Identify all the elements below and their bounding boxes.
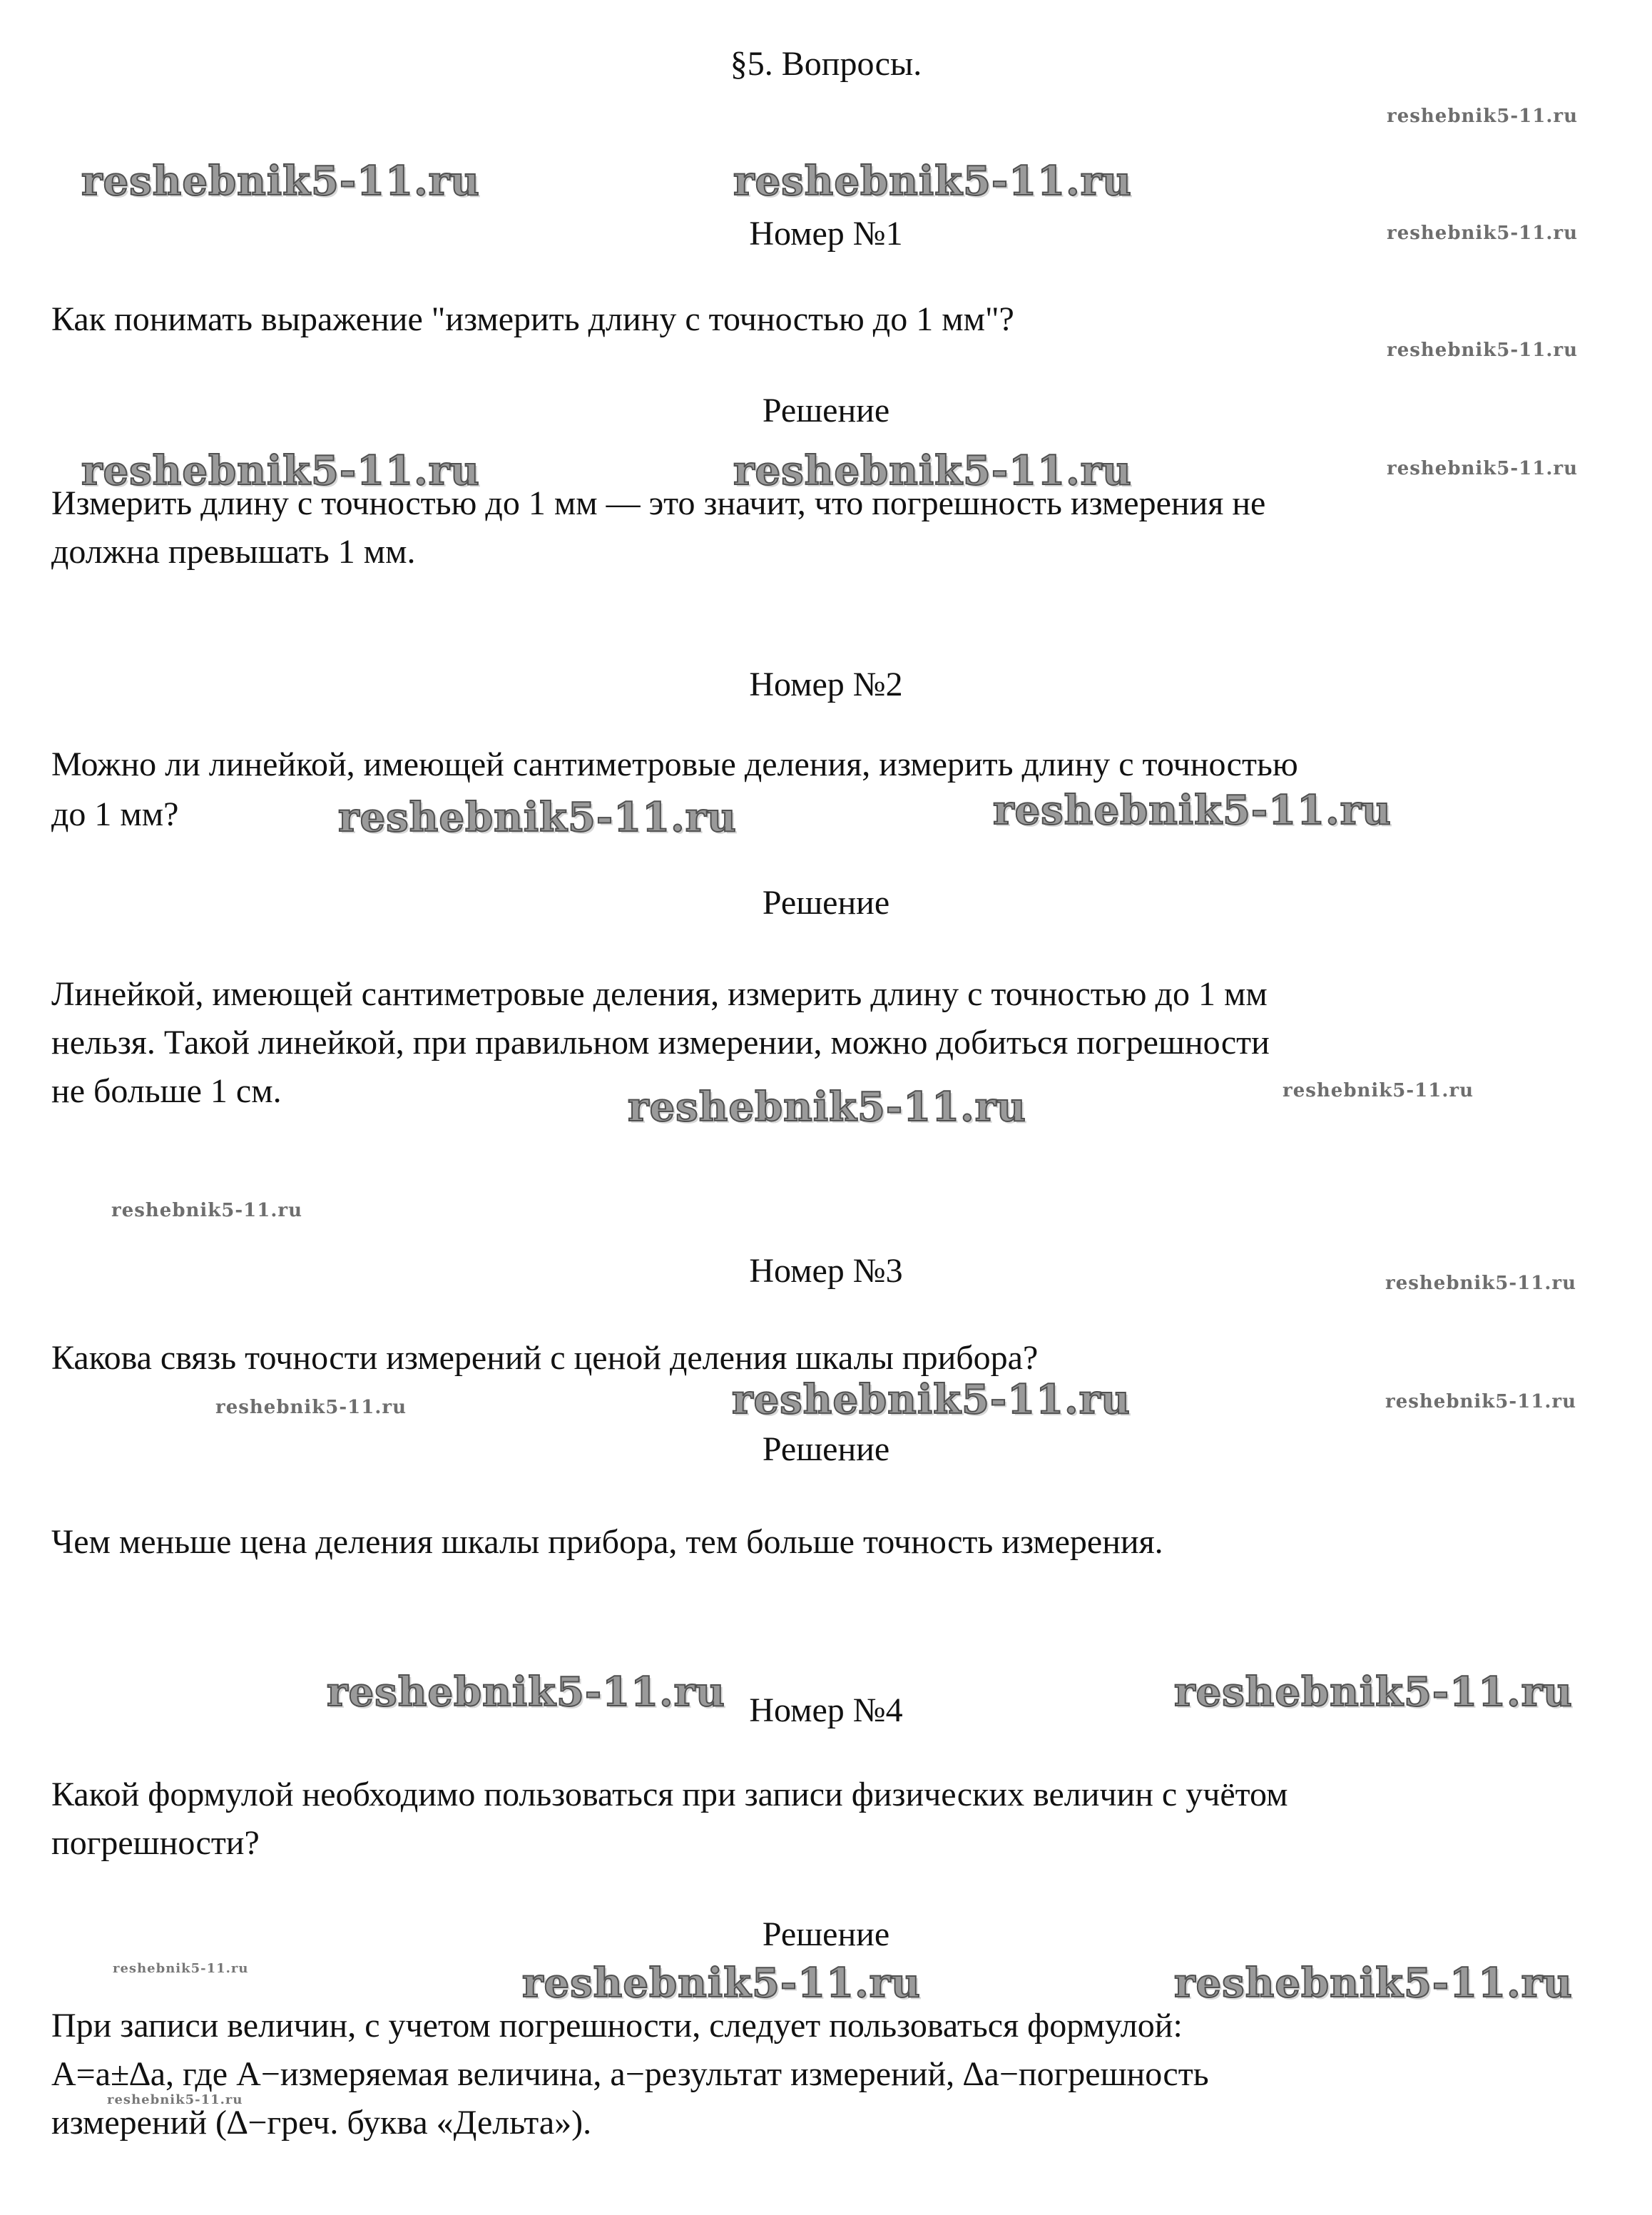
watermark-large: reshebnik5-11.ru [733, 447, 1132, 494]
question-4-answer-line: измерений (∆−греч. буква «Дельта»). [51, 2104, 592, 2142]
watermark-small: reshebnik5-11.ru [1387, 106, 1579, 127]
question-4-text-line: Какой формулой необходимо пользоваться при записи физических величин с учётом [51, 1776, 1288, 1813]
question-2-answer-line: не больше 1 см. [51, 1072, 282, 1110]
question-3-answer-line: Чем меньше цена деления шкалы прибора, тем больше точность измерения. [51, 1523, 1163, 1561]
question-4-heading: Номер №4 [749, 1691, 903, 1729]
question-4-text-line: погрешности? [51, 1824, 260, 1862]
question-4-answer-line: При записи величин, с учетом погрешности, следует пользоваться формулой: [51, 2007, 1183, 2045]
page-title: §5. Вопросы. [730, 45, 922, 83]
question-2-text-line: до 1 мм? [51, 795, 179, 833]
watermark-tiny: reshebnik5-11.ru [107, 2092, 243, 2107]
watermark-small: reshebnik5-11.ru [1385, 1391, 1577, 1412]
watermark-small: reshebnik5-11.ru [1387, 223, 1579, 244]
question-1-answer-line: Измерить длину с точностью до 1 мм — это значит, что погрешность измерения не [51, 484, 1266, 522]
question-2-solution-label: Решение [762, 884, 890, 922]
watermark-large: reshebnik5-11.ru [327, 1669, 725, 1716]
watermark-small: reshebnik5-11.ru [1283, 1080, 1474, 1101]
question-4-solution-label: Решение [762, 1915, 890, 1953]
question-1-solution-label: Решение [762, 392, 890, 429]
watermark-large: reshebnik5-11.ru [993, 787, 1392, 834]
watermark-large: reshebnik5-11.ru [81, 447, 480, 494]
watermark-small: reshebnik5-11.ru [1387, 458, 1579, 479]
question-4-answer-line: А=а±∆а, где А−измеряемая величина, а−результат измерений, ∆а−погрешность [51, 2055, 1209, 2093]
watermark-small: reshebnik5-11.ru [111, 1200, 303, 1221]
watermark-large: reshebnik5-11.ru [1174, 1669, 1573, 1716]
question-1-heading: Номер №1 [749, 215, 903, 253]
question-1-answer-line: должна превышать 1 мм. [51, 533, 416, 571]
question-1-text-line: Как понимать выражение "измерить длину с точностью до 1 мм"? [51, 300, 1014, 338]
question-3-heading: Номер №3 [749, 1252, 903, 1290]
question-2-heading: Номер №2 [749, 666, 903, 703]
question-3-solution-label: Решение [762, 1430, 890, 1468]
watermark-small: reshebnik5-11.ru [215, 1397, 407, 1418]
watermark-large: reshebnik5-11.ru [338, 794, 737, 841]
watermark-small: reshebnik5-11.ru [1387, 340, 1579, 361]
question-3-text-line: Какова связь точности измерений с ценой деления шкалы прибора? [51, 1339, 1039, 1377]
question-2-answer-line: нельзя. Такой линейкой, при правильном измерении, можно добиться погрешности [51, 1024, 1270, 1061]
watermark-large: reshebnik5-11.ru [628, 1084, 1026, 1131]
question-2-answer-line: Линейкой, имеющей сантиметровые деления, измерить длину с точностью до 1 мм [51, 975, 1268, 1013]
watermark-large: reshebnik5-11.ru [733, 158, 1132, 205]
watermark-large: reshebnik5-11.ru [81, 158, 480, 205]
question-2-text-line: Можно ли линейкой, имеющей сантиметровые деления, измерить длину с точностью [51, 745, 1298, 783]
watermark-large: reshebnik5-11.ru [522, 1960, 921, 2007]
watermark-tiny: reshebnik5-11.ru [113, 1961, 249, 1976]
watermark-small: reshebnik5-11.ru [1385, 1273, 1577, 1294]
watermark-large: reshebnik5-11.ru [1174, 1960, 1573, 2007]
watermark-large: reshebnik5-11.ru [732, 1376, 1131, 1423]
